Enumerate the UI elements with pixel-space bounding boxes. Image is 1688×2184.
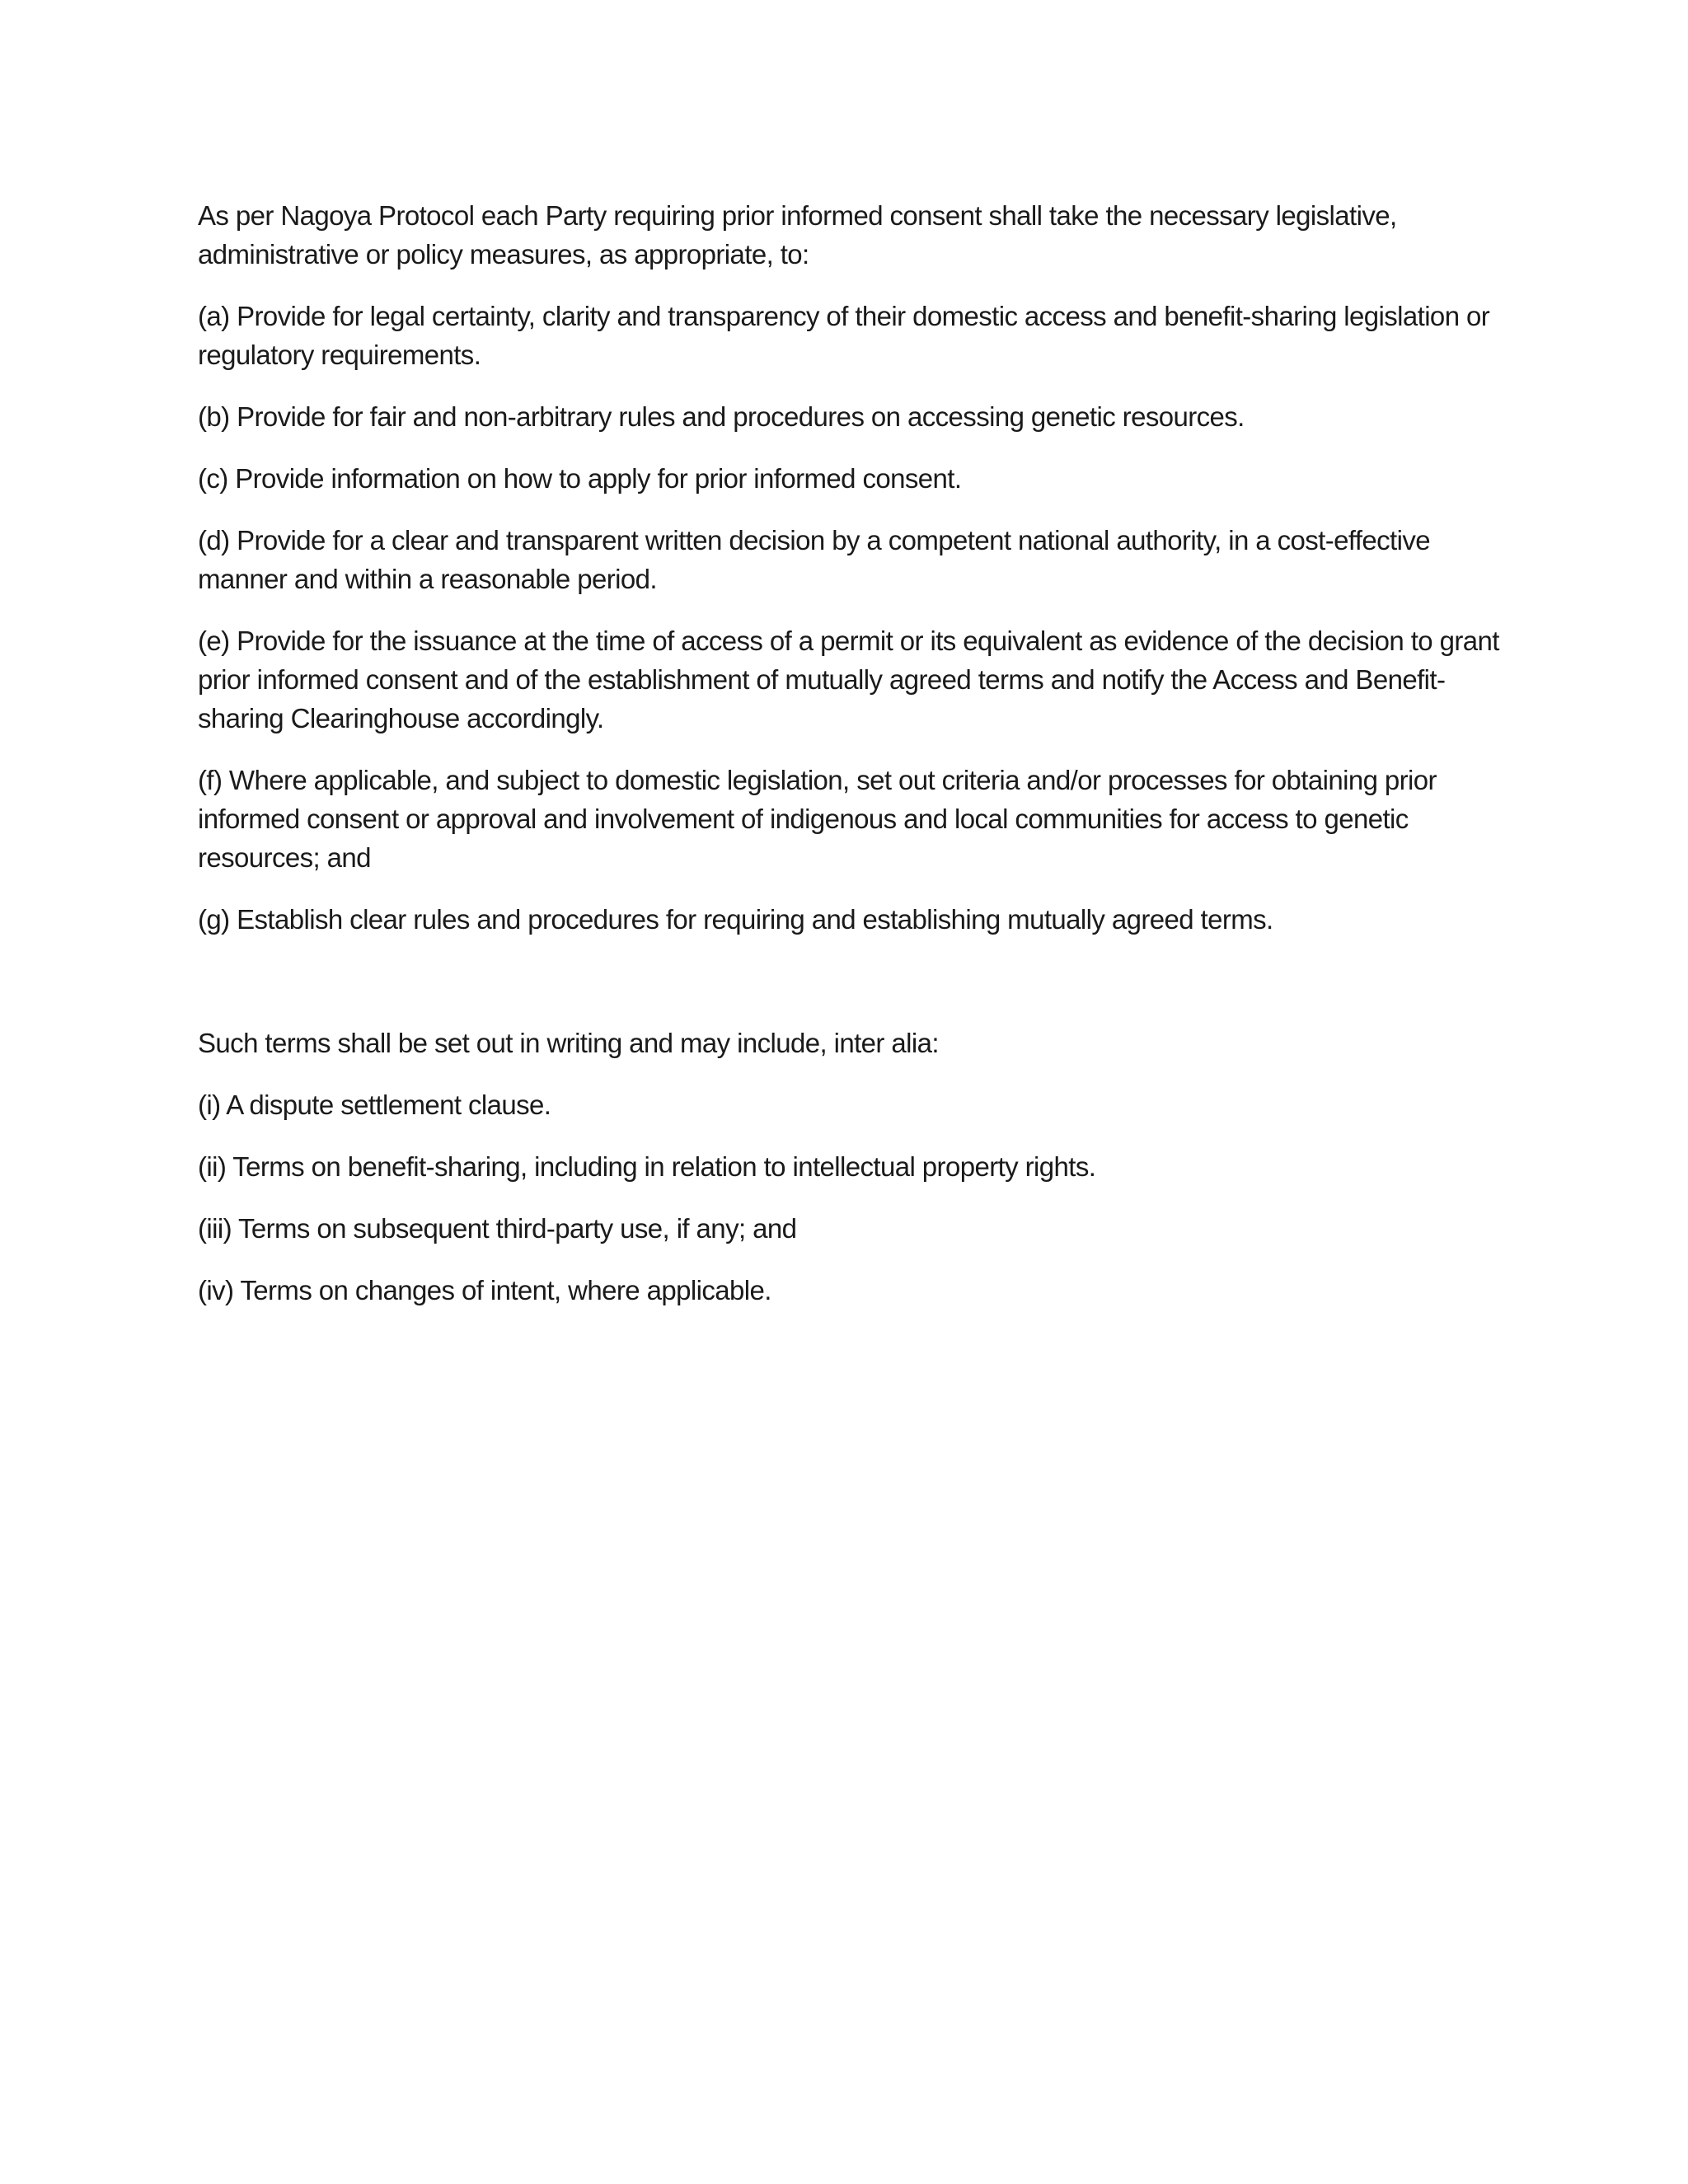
measure-item: (e) Provide for the issuance at the time of access of a permit or its equivalent as evidence of the decision to grant prior informed consent and of the establishment of mutually agreed terms and notify the Access and Benefit-sharing Clearinghouse accordingly.: [198, 626, 1499, 733]
measure-item: (b) Provide for fair and non-arbitrary rules and procedures on accessing genetic resources.: [198, 401, 1245, 432]
measure-item: (c) Provide information on how to apply for prior informed consent.: [198, 463, 962, 494]
section-spacer: [198, 962, 1500, 1024]
measure-item: (g) Establish clear rules and procedures for requiring and establishing mutually agreed terms.: [198, 904, 1273, 935]
terms-intro-paragraph: Such terms shall be set out in writing and may include, inter alia:: [198, 1028, 939, 1058]
measure-item: (a) Provide for legal certainty, clarity and transparency of their domestic access and benefit-sharing legislation or regulatory requirements.: [198, 301, 1490, 370]
measure-item: (d) Provide for a clear and transparent written decision by a competent national authority, in a cost-effective manner and within a reasonable period.: [198, 525, 1431, 594]
document-body: [198, 196, 1500, 1333]
measure-item: (f) Where applicable, and subject to domestic legislation, set out criteria and/or processes for obtaining prior informed consent or approval and involvement of indigenous and local communities for access to genetic resources; and: [198, 765, 1437, 873]
term-item: (ii) Terms on benefit-sharing, including in relation to intellectual property rights.: [198, 1151, 1096, 1182]
term-item: (i) A dispute settlement clause.: [198, 1090, 551, 1120]
term-item: (iv) Terms on changes of intent, where applicable.: [198, 1275, 771, 1305]
intro-paragraph: As per Nagoya Protocol each Party requiring prior informed consent shall take the necessary legislative, administrative or policy measures, as appropriate, to:: [198, 200, 1397, 269]
term-item: (iii) Terms on subsequent third-party use, if any; and: [198, 1213, 797, 1244]
